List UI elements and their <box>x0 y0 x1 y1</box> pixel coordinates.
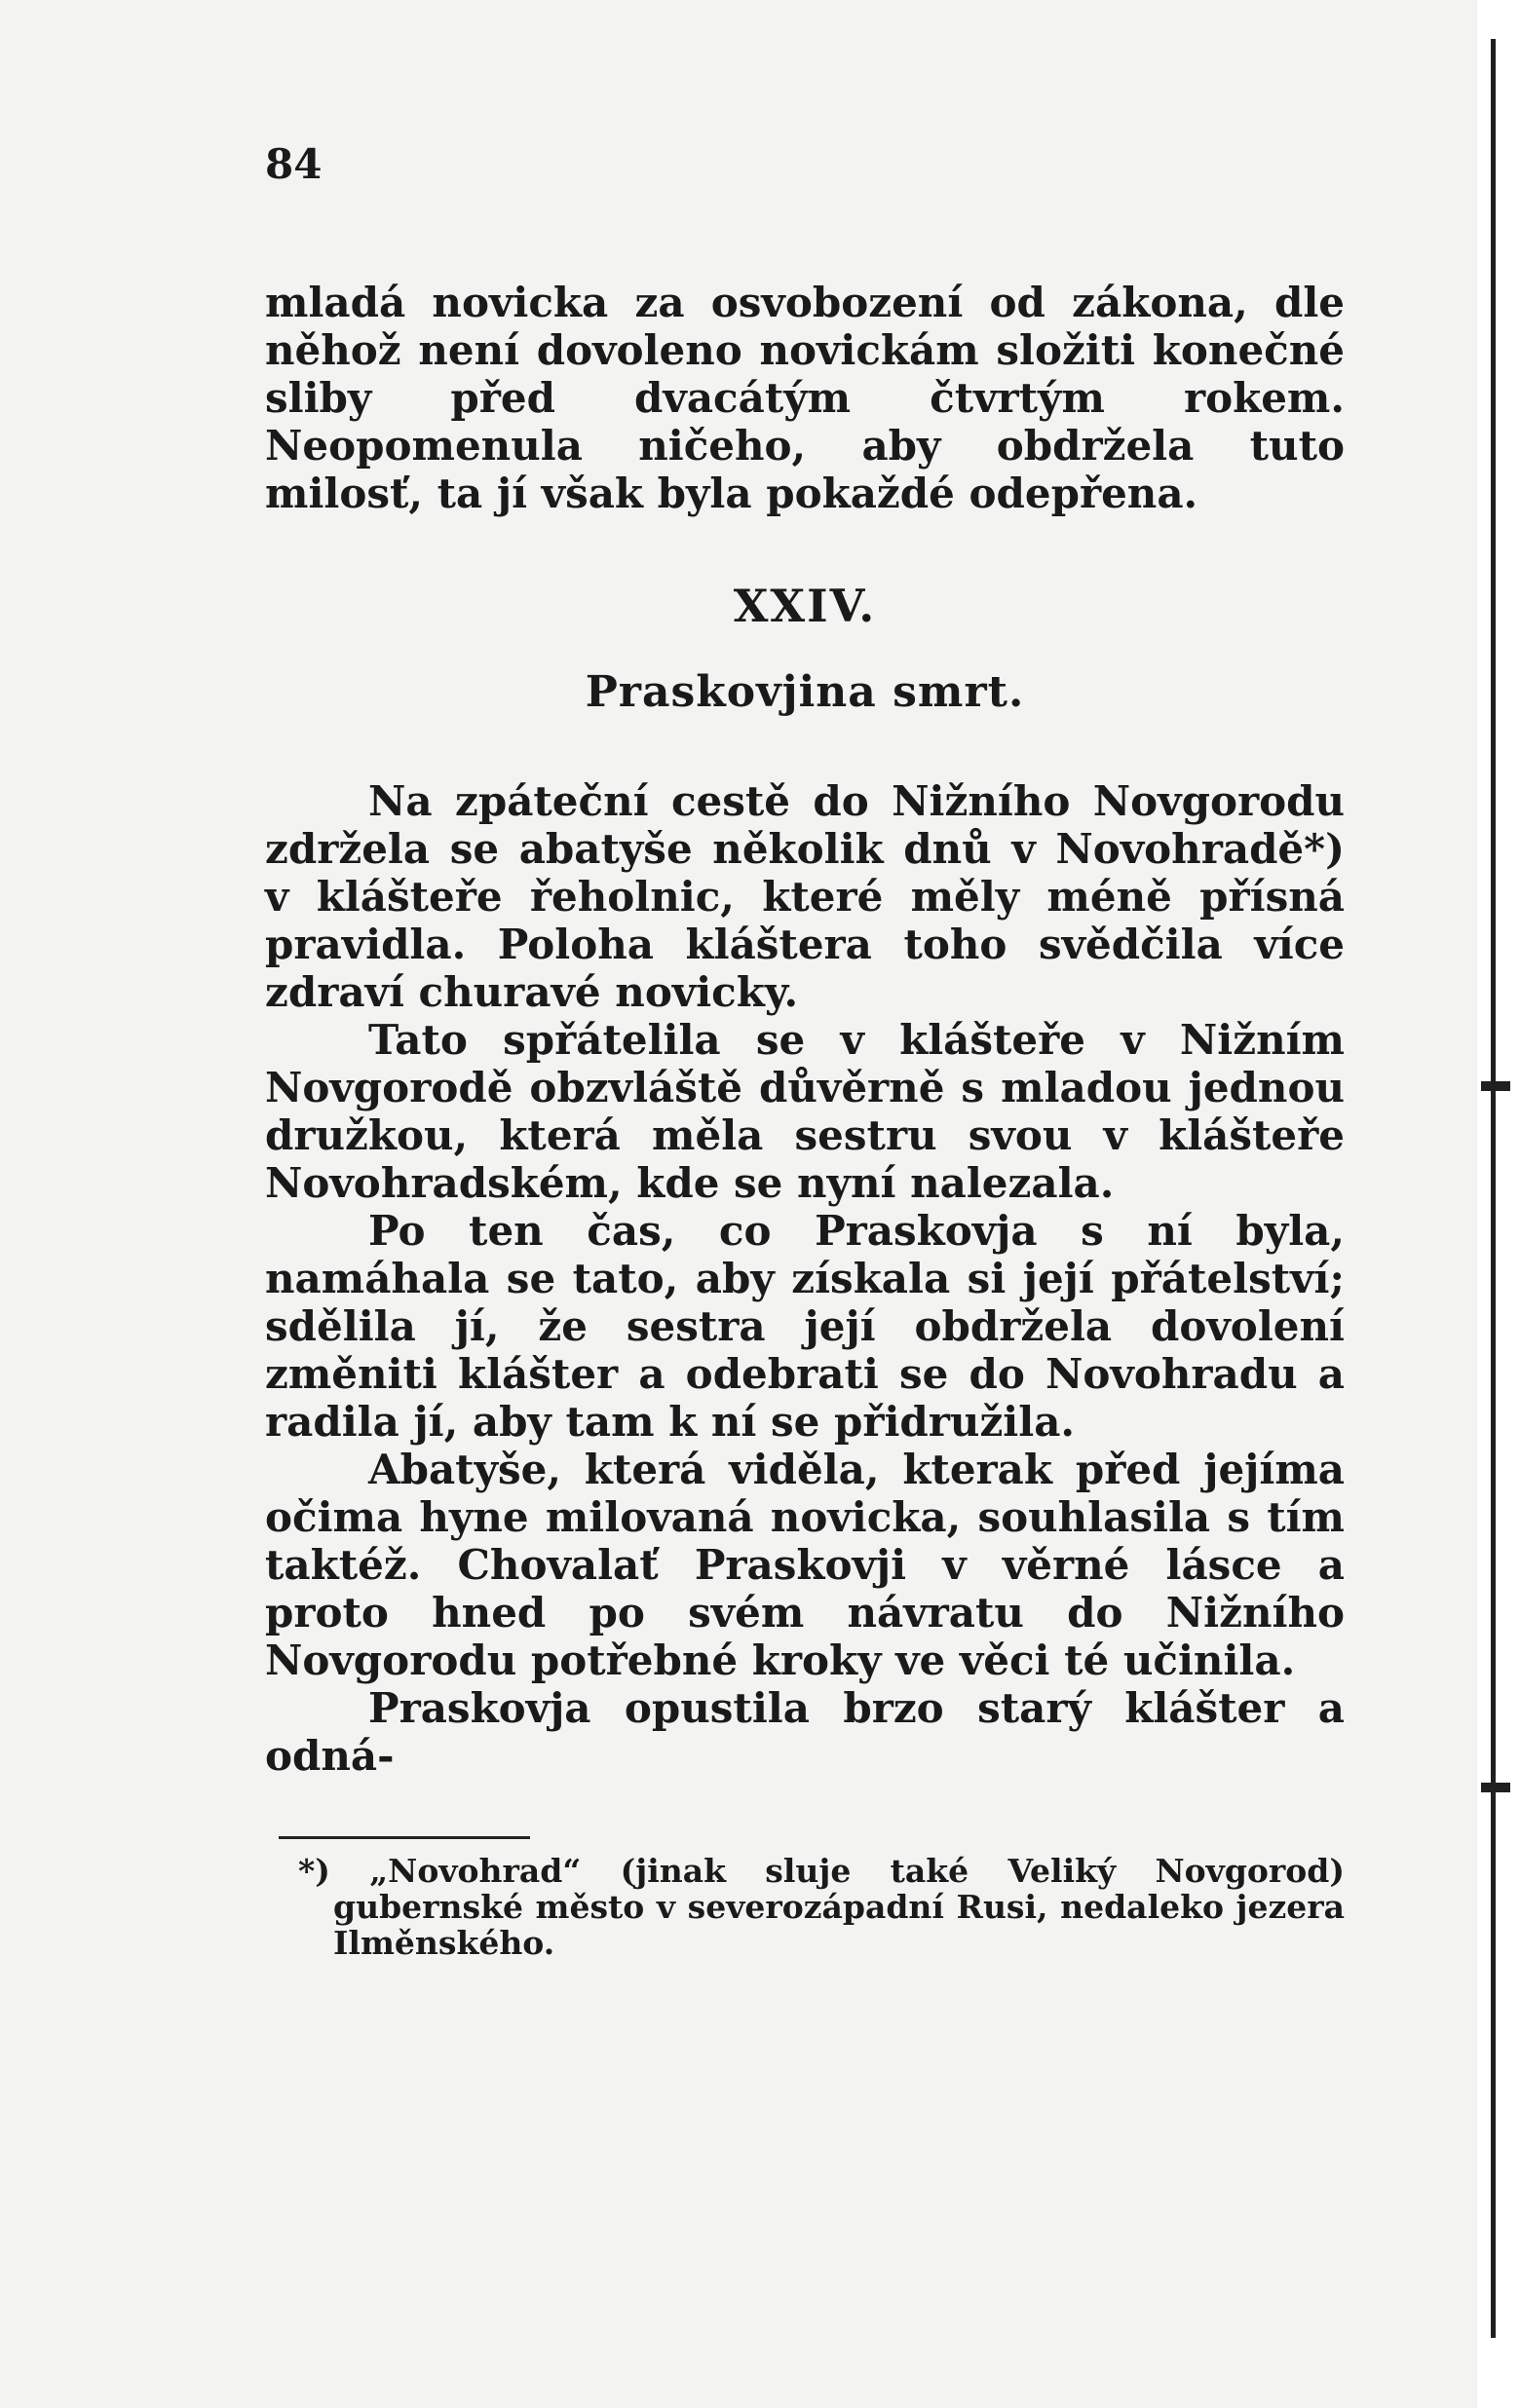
footnote-divider <box>279 1836 530 1839</box>
chapter-number: XXIV. <box>733 580 877 632</box>
chapter-title: Praskovjina smrt. <box>585 667 1025 717</box>
paragraph-continuation: mladá novicka za osvobození od zákona, dle něhož není dovoleno novickám složiti konečné sliby před dvacátým čtvrtým rokem. Neopomenula ničeho, aby obdržela tuto milosť, ta jí však byla pokaždé odepřena. <box>265 279 1345 517</box>
footnote: *) „Novohrad“ (jinak sluje také Veliký Novgorod) gubernské město v severozápadní Rusi, nedaleko jezera Ilměnského. <box>298 1852 1345 1962</box>
paragraph: Praskovja opustila brzo starý klášter a odná- <box>265 1684 1345 1780</box>
paragraph: Abatyše, která viděla, kterak před jejíma očima hyne milovaná novicka, souhlasila s tím taktéž. Chovalať Praskovji v věrné lásce a proto hned po svém návratu do Nižního Novgorodu potřebné kroky ve věci té učinila. <box>265 1446 1345 1684</box>
page-content <box>265 140 1345 1962</box>
paragraph: Na zpáteční cestě do Nižního Novgorodu zdržela se abatyše několik dnů v Novohradě*) v klášteře řeholnic, které měly méně přísná pravidla. Poloha kláštera toho svědčila více zdraví churavé novicky. <box>265 777 1345 1016</box>
paragraph: Po ten čas, co Praskovja s ní byla, namáhala se tato, aby získala si její přátelství; sdělila jí, že sestra její obdržela dovolení změniti klášter a odebrati se do Novohradu a radila jí, aby tam k ní se přidružila. <box>265 1207 1345 1446</box>
binding-mark <box>1481 1081 1510 1091</box>
scan-binding-edge <box>1477 0 1520 2408</box>
paragraph: Tato spřátelila se v klášteře v Nižním Novgorodě obzvláště důvěrně s mladou jednou družkou, která měla sestru svou v klášteře Novohradském, kde se nyní nalezala. <box>265 1016 1345 1207</box>
binding-line <box>1491 39 1496 2338</box>
page-number: 84 <box>265 140 323 188</box>
binding-mark <box>1481 1783 1510 1792</box>
